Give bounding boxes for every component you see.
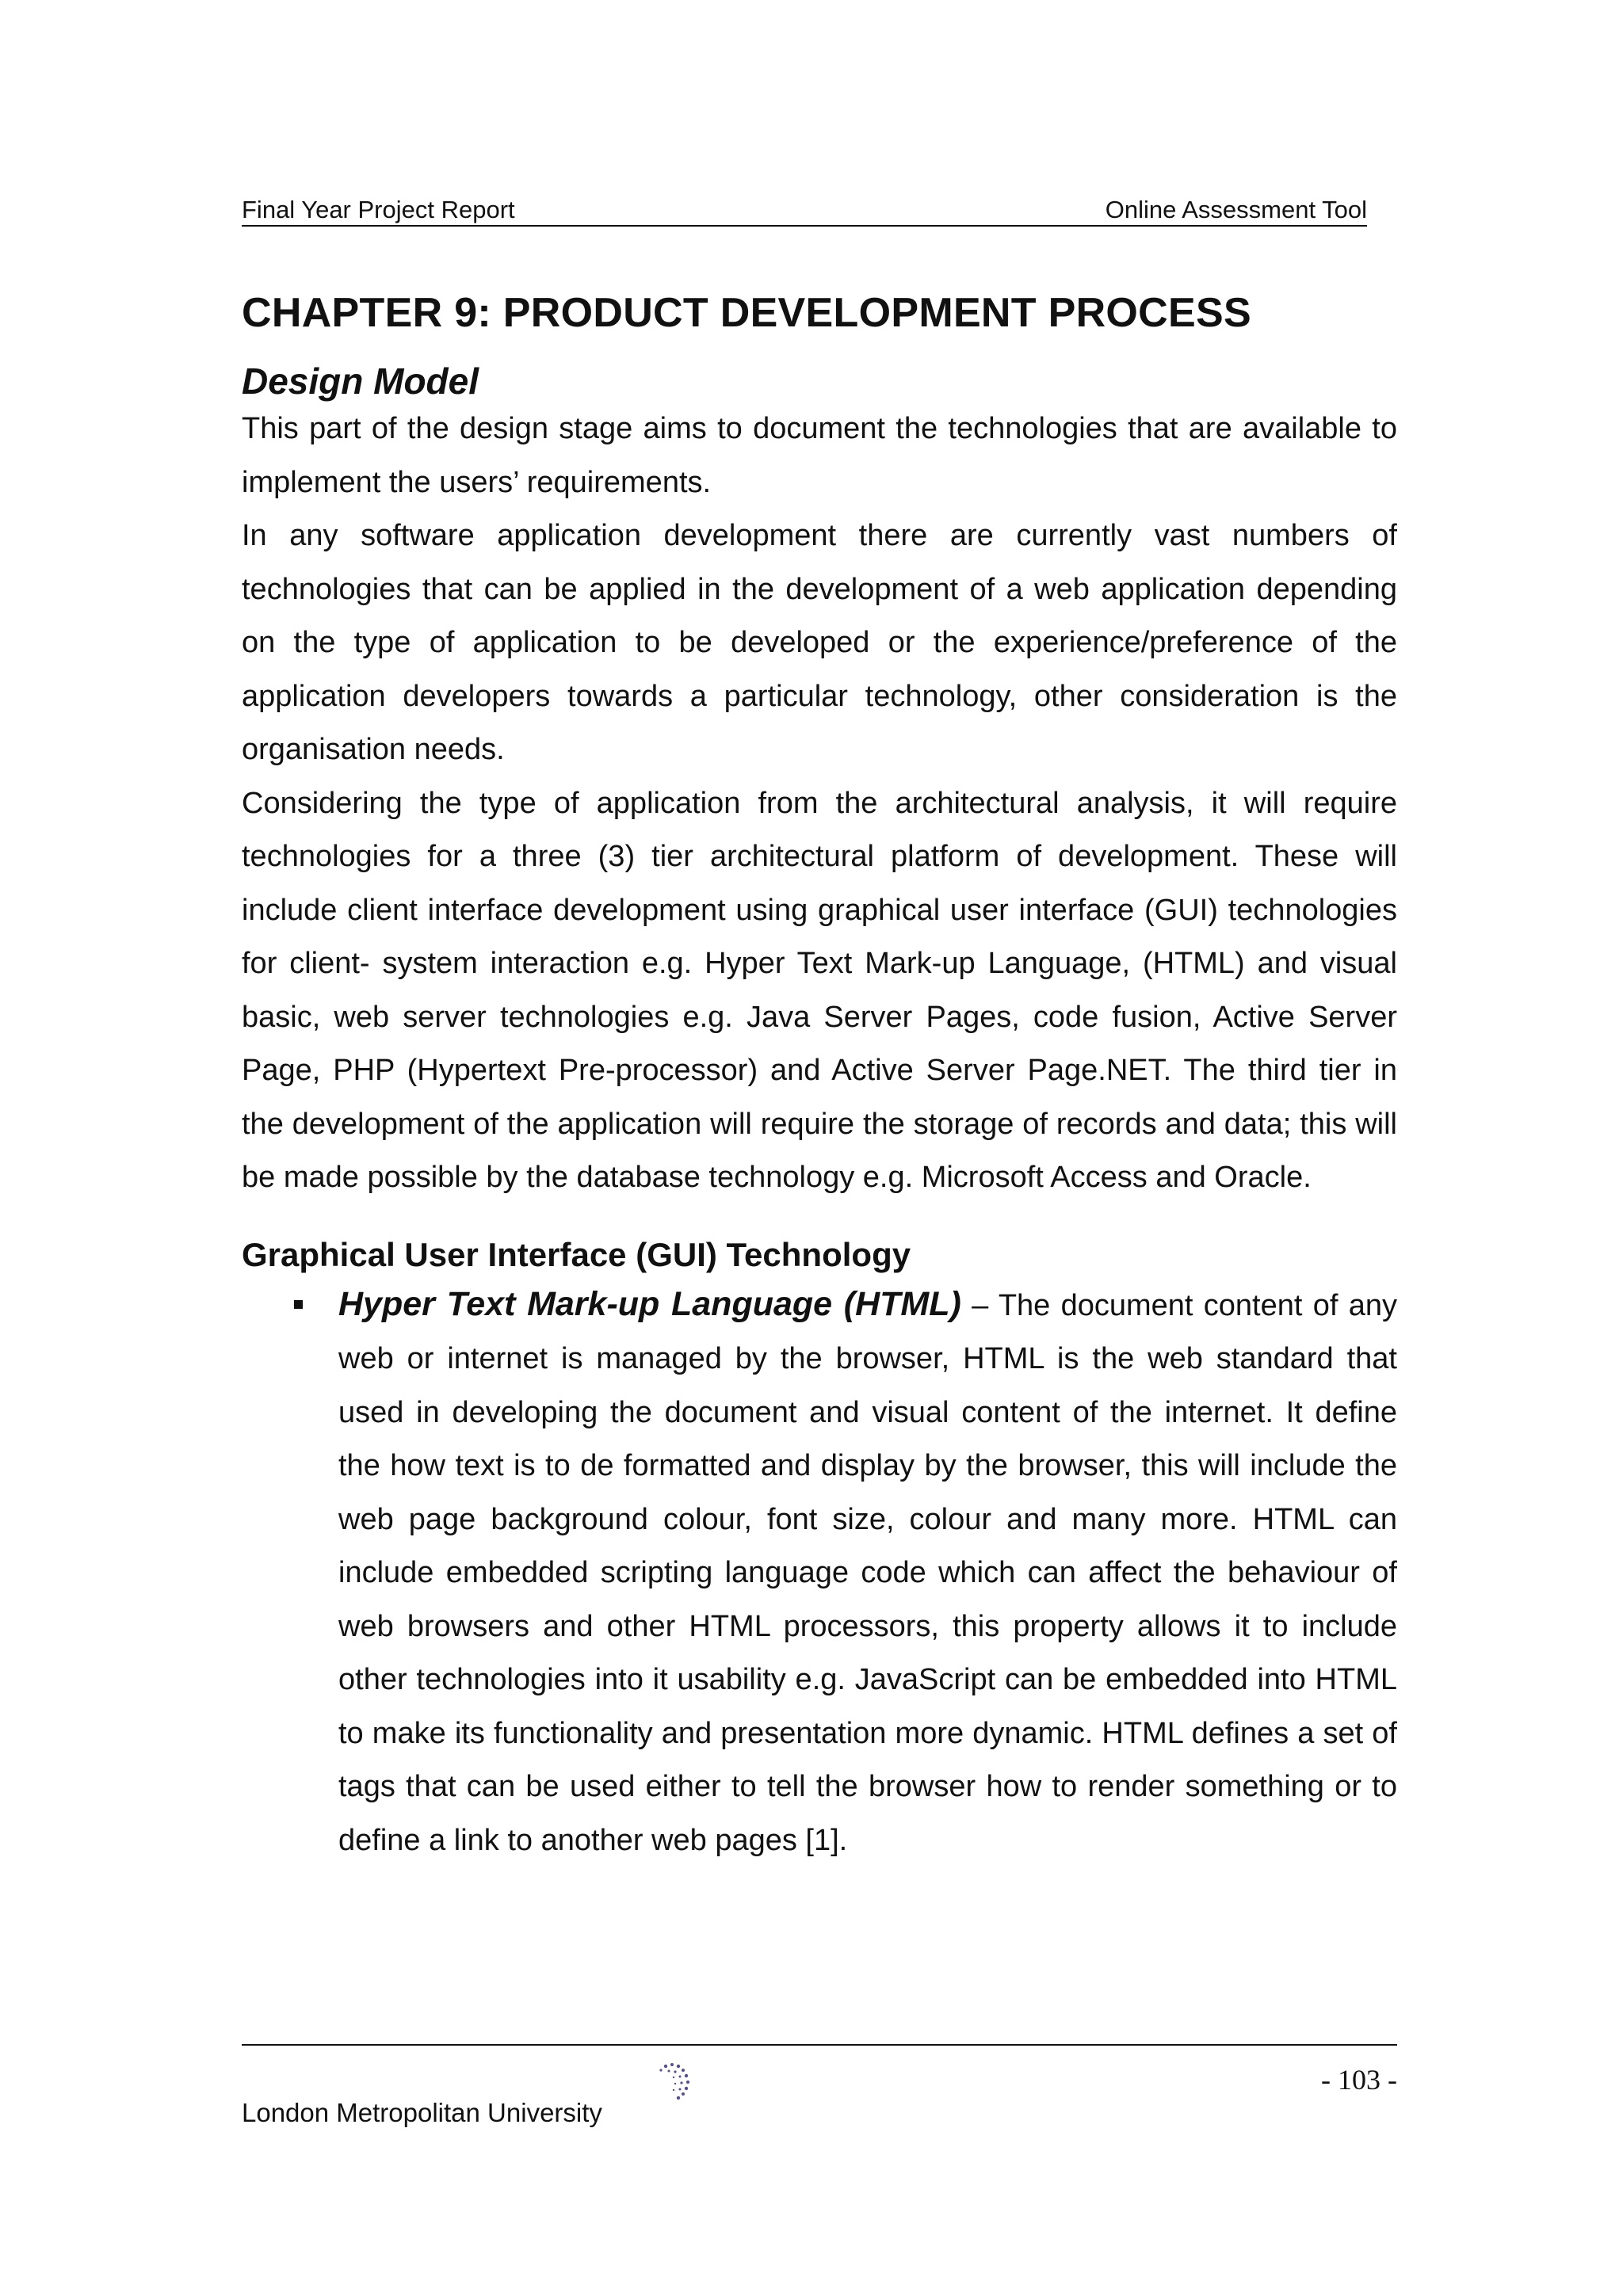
list-item (242, 1278, 1397, 1868)
footer-rule (242, 2044, 1397, 2046)
bullet-description: – The document content of any web or internet is managed by the browser, HTML is the web standard that used in developing the document and visual content of the internet. It define the how text is to de formatted and display by the browser, this will include the web page background colour, font size, colour and many more. HTML can include embedded scripting language code which can affect the behaviour of web browsers and other HTML processors, this property allows it to include other technologies into it usability e.g. JavaScript can be embedded into HTML to make its functionality and presentation more dynamic. HTML defines a set of tags that can be used either to tell the browser how to render something or to define a link to another web pages [1]. (338, 1288, 1397, 1857)
header-project-title: Online Assessment Tool (1105, 196, 1367, 223)
subsection-title: Graphical User Interface (GUI) Technology (242, 1235, 911, 1273)
square-bullet-icon (294, 1300, 303, 1309)
chapter-title: CHAPTER 9: PRODUCT DEVELOPMENT PROCESS (242, 290, 1251, 336)
paragraph-intro: This part of the design stage aims to document the technologies that are available to implement the users’ requirements. (242, 412, 1397, 499)
page-number: - 103 - (1321, 2064, 1397, 2096)
footer-university-name: London Metropolitan University (242, 2098, 602, 2127)
running-header (242, 196, 1367, 227)
bullet-paragraph (338, 1278, 1397, 1868)
paragraph-three-tier: Considering the type of application from the architectural analysis, it will require technologies for a three (3) tier architectural platform of development. These will include client interface development using graphical user interface (GUI) technologies for client- system interaction e.g. Hyper Text Mark-up Language, (HTML) and visual basic, web server technologies e.g. Java Server Pages, code fusion, Active Server Page, PHP (Hypertext Pre-processor) and Active Server Page.NET. The third tier in the development of the application will require the storage of records and data; this will be made possible by the database technology e.g. Microsoft Access and Oracle. (242, 786, 1397, 1194)
page-content (242, 285, 1397, 1867)
university-logo-icon (624, 2060, 704, 2111)
bullet-list (242, 1278, 1397, 1868)
section-title: Design Model (242, 360, 479, 402)
paragraph-technologies: In any software application development there are currently vast numbers of technologies that can be applied in the development of a web application depending on the type of application to be developed or the experience/preference of the application developers towards a particular technology, other consideration is the organisation needs. (242, 519, 1397, 766)
bullet-term: Hyper Text Mark-up Language (HTML) (338, 1284, 961, 1323)
header-report-title: Final Year Project Report (242, 196, 515, 223)
